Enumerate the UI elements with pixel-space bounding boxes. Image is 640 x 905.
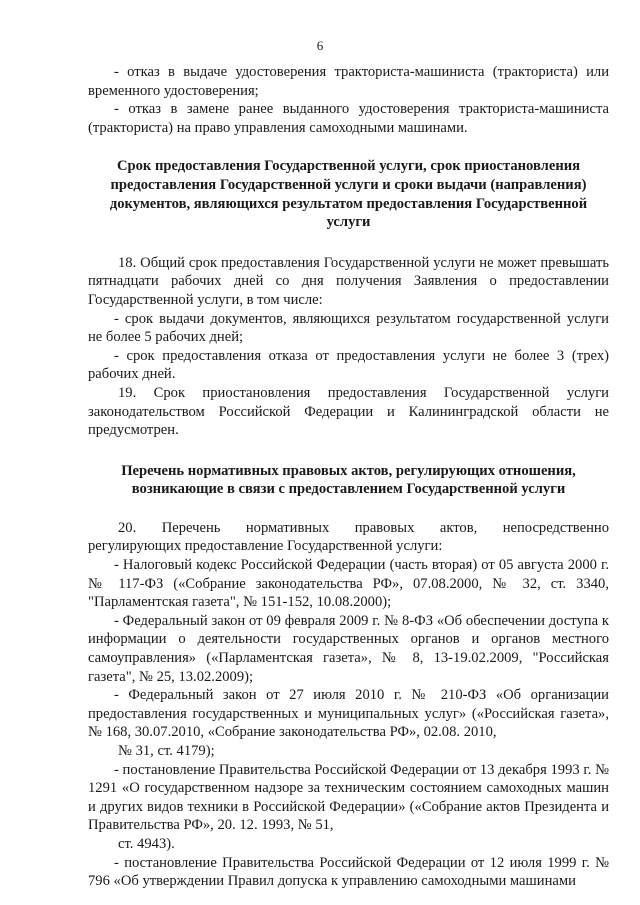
list-item-continuation: № 31, ст. 4179); — [118, 743, 215, 759]
paragraph-18: 18. Общий срок предоставления Государственной услуги не может превышать пятнадцати рабочих дней со дня получения Заявления о предоставлении Государственной услуги, в том числе: — [88, 254, 609, 308]
list-item: - постановление Правительства Российской Федерации от 13 декабря 1993 г. № 1291 «О государственном надзоре за техническим состоянием самоходных машин и других видов техники в Российской Федерации» («Собрание актов Президента и Правительства РФ», 20. 12. 1993, № 51, — [88, 761, 609, 834]
list-item: - Налоговый кодекс Российской Федерации (часть вторая) от 05 августа 2000 г. № 117-ФЗ («Собрание законодательства РФ», 07.08.2000, № 32, ст. 3340, "Парламентская газета", № 151-152, 10.08.2000); — [88, 557, 609, 611]
list-item: - отказ в замене ранее выданного удостоверения тракториста-машиниста (тракториста) на право управления самоходными машинами. — [88, 101, 609, 136]
section-heading: Срок предоставления Государственной услуги, срок приостановления предоставления Государственной услуги и сроки выдачи (направления) документов, являющихся результатом предоставления Государственной услуги — [109, 158, 588, 231]
paragraph-19: 19. Срок приостановления предоставления Государственной услуги законодательством Российской Федерации и Калининградской области не предусмотрен. — [88, 384, 609, 439]
list-item: - Федеральный закон от 09 февраля 2009 г. № 8-ФЗ «Об обеспечении доступа к информации о деятельности государственных органов и органов местного самоуправления» («Парламентская газета», № 8, 13-19.02.2009, "Российская газета", № 25, 13.02.2009); — [88, 612, 609, 685]
list-item: - постановление Правительства Российской Федерации от 12 июля 1999 г. № 796 «Об утверждении Правил допуска к управлению самоходными машинами — [88, 854, 609, 890]
paragraph-20: 20. Перечень нормативных правовых актов, непосредственно — [118, 519, 609, 536]
paragraph-20-continuation: регулирующих предоставление Государственной услуги: — [88, 538, 443, 555]
list-item: - срок выдачи документов, являющихся результатом государственной услуги не более 5 рабочих дней; — [88, 310, 609, 346]
list-item: - Федеральный закон от 27 июля 2010 г. № 210-ФЗ «Об организации предоставления государственных и муниципальных услуг» («Российская газета», № 168, 30.07.2010, «Собрание законодательства РФ», 02.08. 2010, — [88, 687, 609, 741]
section-heading: Перечень нормативных правовых актов, регулирующих отношения, возникающие в связи с предоставлением Государственной услуги — [121, 462, 576, 498]
list-item: - отказ в выдаче удостоверения тракториста-машиниста (тракториста) или временного удостоверения; — [88, 64, 609, 99]
list-item-continuation: ст. 4943). — [118, 835, 175, 852]
page-number: 6 — [316, 38, 324, 53]
page-content — [88, 63, 609, 891]
list-item: - срок предоставления отказа от предоставления услуги не более 3 (трех) рабочих дней. — [88, 347, 609, 383]
